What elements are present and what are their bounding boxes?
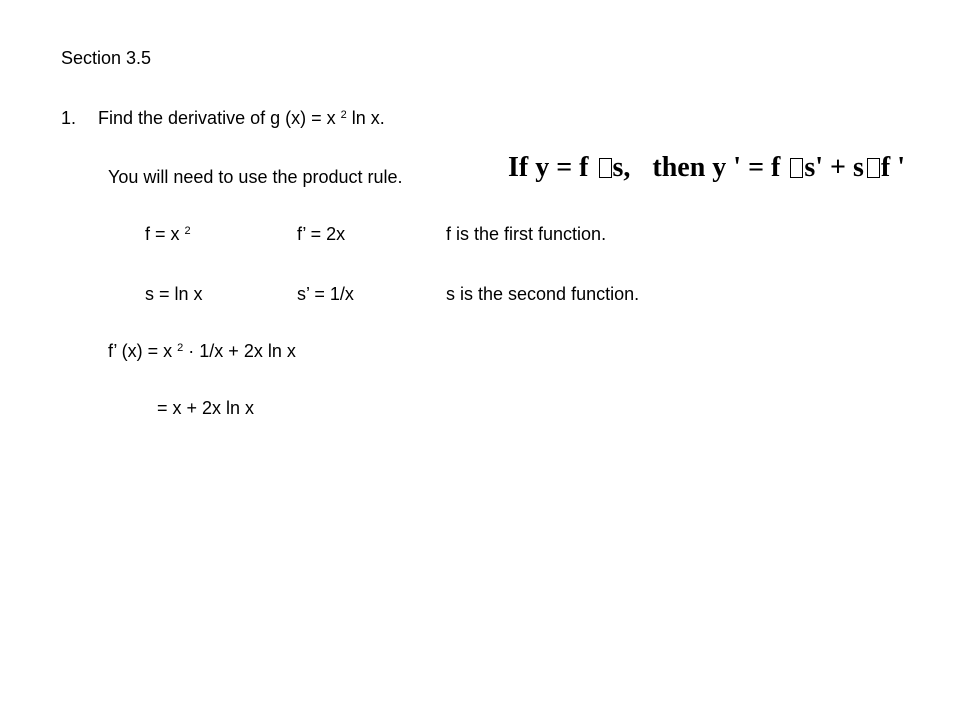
product-rule-formula (508, 152, 905, 184)
formula-then-c: f ' (880, 152, 906, 183)
result-line-1-before: f’ (x) = x (108, 341, 178, 361)
formula-if-a: If y = f (508, 152, 596, 183)
formula-then-b: s' + s (804, 152, 864, 183)
problem-number: 1. (61, 108, 77, 128)
section-title: Section 3.5 (61, 48, 152, 68)
formula-then-a: then y ' = f (652, 152, 788, 183)
missing-glyph-box (599, 158, 612, 178)
problem-exponent: 2 (340, 109, 347, 121)
result-exponent: 2 (177, 342, 184, 354)
result-line-1-after: · 1/x + 2x ln x (183, 341, 296, 361)
row-f-note: f is the first function. (446, 224, 607, 244)
row-f-lhs (145, 223, 191, 245)
row-s-lhs: s = ln x (145, 284, 203, 304)
row-f-exponent: 2 (184, 225, 191, 237)
result-line-2: = x + 2x ln x (157, 398, 255, 418)
result-line-1 (108, 340, 296, 362)
row-f-lhs-text: f = x (145, 224, 185, 244)
row-s-derivative: s’ = 1/x (297, 284, 354, 304)
formula-if-b: s, (612, 152, 631, 183)
row-s-note: s is the second function. (446, 284, 640, 304)
problem-statement (98, 107, 385, 129)
problem-text-before: Find the derivative of g (x) = x (98, 108, 341, 128)
row-f-derivative: f’ = 2x (297, 224, 346, 244)
missing-glyph-box (790, 158, 803, 178)
problem-text-after: ln x. (346, 108, 385, 128)
missing-glyph-box (867, 158, 880, 178)
hint-text: You will need to use the product rule. (108, 167, 403, 187)
